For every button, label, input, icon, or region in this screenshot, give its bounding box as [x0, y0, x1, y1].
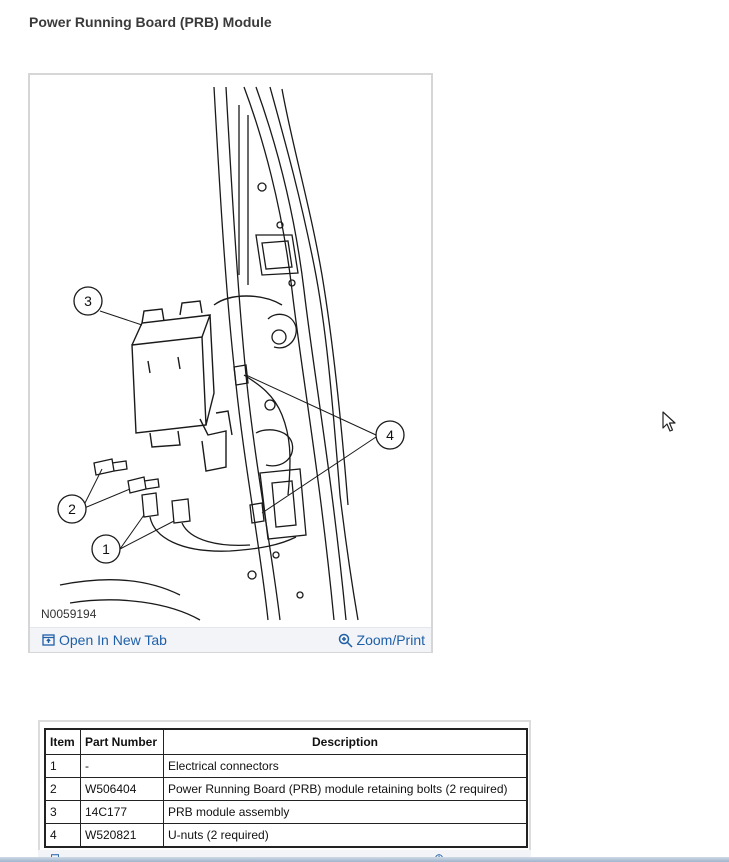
zoom-print-label: Zoom/Print	[356, 632, 425, 648]
zoom-print-link[interactable]	[338, 632, 425, 648]
mouse-pointer-icon	[662, 411, 676, 433]
table-row	[45, 755, 527, 778]
callout-1-label: 1	[102, 541, 110, 557]
callout-2	[58, 495, 86, 523]
cell-description: Electrical connectors	[164, 755, 528, 778]
cell-item: 3	[45, 801, 81, 824]
parts-table-card	[38, 720, 531, 862]
open-in-new-tab-label: Open In New Tab	[59, 632, 167, 648]
cell-part-number: W520821	[81, 824, 164, 848]
callout-1	[92, 535, 120, 563]
cell-part-number: 14C177	[81, 801, 164, 824]
cell-item: 1	[45, 755, 81, 778]
zoom-in-icon	[338, 633, 353, 648]
screen-edge	[0, 857, 729, 862]
callout-layer	[30, 75, 431, 627]
open-in-new-tab-link[interactable]	[42, 632, 167, 648]
figure-toolbar	[30, 627, 431, 652]
cell-description: U-nuts (2 required)	[164, 824, 528, 848]
header-item: Item	[45, 729, 81, 755]
cell-description: PRB module assembly	[164, 801, 528, 824]
figure-code: N0059194	[41, 607, 97, 621]
callout-3-label: 3	[84, 293, 92, 309]
figure-card	[28, 73, 433, 653]
callout-3	[74, 287, 102, 315]
callout-4	[376, 421, 404, 449]
callout-2-label: 2	[68, 501, 76, 517]
table-header-row	[45, 729, 527, 755]
cell-part-number: -	[81, 755, 164, 778]
table-row	[45, 778, 527, 801]
callout-4-label: 4	[386, 427, 394, 443]
open-tab-icon	[42, 634, 55, 646]
cell-item: 2	[45, 778, 81, 801]
header-part-number: Part Number	[81, 729, 164, 755]
parts-table	[44, 728, 528, 848]
header-description: Description	[164, 729, 528, 755]
page-title: Power Running Board (PRB) Module	[29, 14, 272, 30]
cell-item: 4	[45, 824, 81, 848]
cell-part-number: W506404	[81, 778, 164, 801]
cell-description: Power Running Board (PRB) module retaining bolts (2 required)	[164, 778, 528, 801]
table-row	[45, 801, 527, 824]
table-row	[45, 824, 527, 848]
